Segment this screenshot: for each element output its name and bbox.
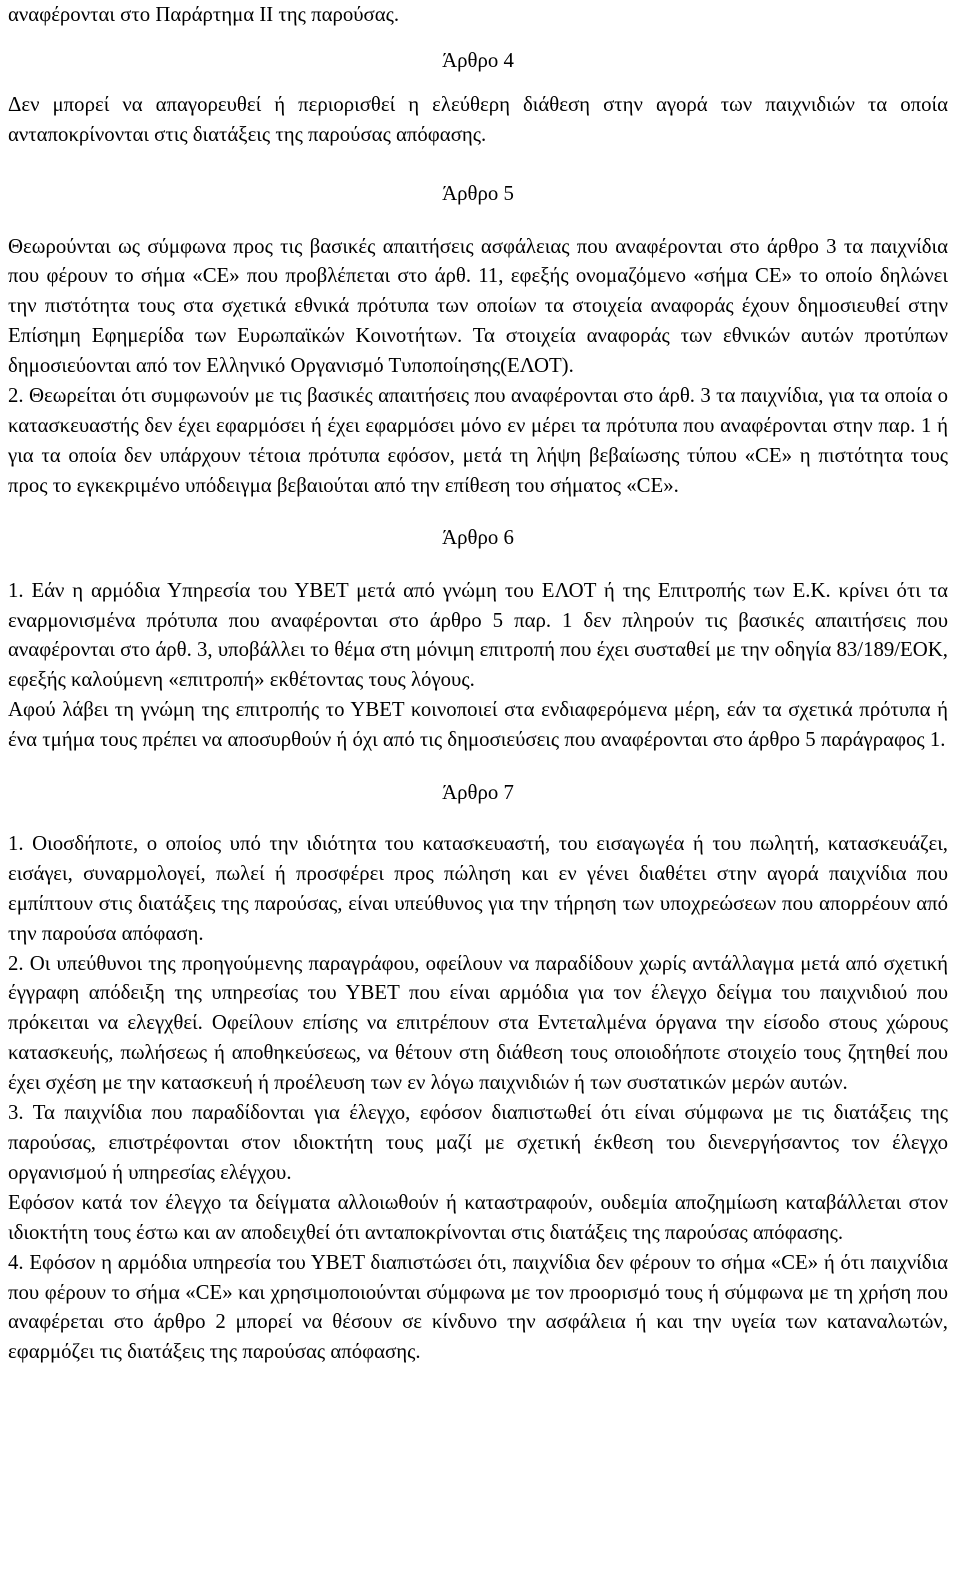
article-4-paragraph-1: Δεν μπορεί να απαγορευθεί ή περιορισθεί η ελεύθερη διάθεση στην αγορά των παιχνιδιών τα οποία ανταποκρίνονται στις διατάξεις της παρούσας απόφασης. bbox=[8, 92, 948, 146]
article-7-paragraph-1: 1. Οιοσδήποτε, ο οποίος υπό την ιδιότητα του κατασκευαστή, του εισαγωγέα ή του πωλητή, κατασκευάζει, εισάγει, συναρμολογεί, πωλεί ή προσφέρει προς πώληση και εν γένει διαθέτει στην αγορά παιχνίδια που εμπίπτουν στις διατάξεις της παρούσας, είναι υπεύθυνος για την τήρηση των υποχρεώσεων που απορρέουν από την παρούσα απόφαση. bbox=[8, 831, 948, 945]
article-7-heading: Άρθρο 7 bbox=[442, 781, 514, 805]
intro-line: αναφέρονται στο Παράρτημα ΙΙ της παρούσας. bbox=[8, 3, 400, 26]
article-4-heading: Άρθρο 4 bbox=[442, 48, 514, 72]
article-7-paragraph-4: Εφόσον κατά τον έλεγχο τα δείγματα αλλοιωθούν ή καταστραφούν, ουδεμία αποζημίωση καταβάλλεται στον ιδιοκτήτη τους έστω και αν αποδειχθεί ότι ανταποκρίνονται στις διατάξεις της παρούσας απόφασης. bbox=[8, 1190, 948, 1244]
article-5-paragraph-2: 2. Θεωρείται ότι συμφωνούν με τις βασικές απαιτήσεις που αναφέρονται στο άρθ. 3 τα παιχνίδια, για τα οποία ο κατασκευαστής δεν έχει εφαρμόσει ή έχει εφαρμόσει μόνο εν μέρει τα πρότυπα που αναφέρονται στην παρ. 1 ή για τα οποία δεν υπάρχουν τέτοια πρότυπα εφόσον, μετά τη λήψη βεβαίωσης τύπου «CE» η πιστότητα τους προς το εγκεκριμένο υπόδειγμα βεβαιούται από την επίθεση του σήματος «CE». bbox=[8, 384, 948, 497]
article-5-heading: Άρθρο 5 bbox=[442, 181, 514, 205]
article-7-paragraph-2: 2. Οι υπεύθυνοι της προηγούμενης παραγράφου, οφείλουν να παραδίδουν χωρίς αντάλλαγμα μετά από σχετική έγγραφη απόδειξη της υπηρεσίας του ΥΒΕΤ που είναι αρμόδια για τον έλεγχο δείγμα του παιχνιδιού που πρόκειται να ελεγχθεί. Οφείλουν επίσης να επιτρέπουν στα Εντεταλμένα όργανα την είσοδο στους χώρους κατασκευής, πωλήσεως ή αποθηκεύσεως, να θέτουν στη διάθεση τους οποιοδήποτε στοιχείο τους ζητηθεί που έχει σχέση με την κατασκευή ή προέλευση των εν λόγω παιχνιδιών ή των συστατικών μερών αυτών. bbox=[8, 951, 948, 1095]
article-6-heading: Άρθρο 6 bbox=[442, 525, 514, 549]
article-6-paragraph-2: Αφού λάβει τη γνώμη της επιτροπής το ΥΒΕΤ κοινοποιεί στα ενδιαφερόμενα μέρη, εάν τα σχετικά πρότυπα ή ένα τμήμα τους πρέπει να αποσυρθούν ή όχι από τις δημοσιεύσεις που αναφέρονται στο άρθρο 5 παράγραφος 1. bbox=[8, 698, 948, 752]
article-7-paragraph-5: 4. Εφόσον η αρμόδια υπηρεσία του ΥΒΕΤ διαπιστώσει ότι, παιχνίδια δεν φέρουν το σήμα «CE» ή ότι παιχνίδια που φέρουν το σήμα «CE» και χρησιμοποιούνται σύμφωνα με τον προορισμό τους ή σύμφωνα με τη χρήση που αναφέρεται στο άρθρο 2 μπορεί να θέσουν σε κίνδυνο την ασφάλεια ή και την υγεία των καταναλωτών, εφαρμόζει τις διατάξεις της παρούσας απόφασης. bbox=[8, 1250, 948, 1364]
article-6-paragraph-1: 1. Εάν η αρμόδια Υπηρεσία του ΥΒΕΤ μετά από γνώμη του ΕΛΟΤ ή της Επιτροπής των Ε.Κ. κρίνει ότι τα εναρμονισμένα πρότυπα που αναφέρονται στο άρθρο 5 παρ. 1 δεν πληρούν τις βασικές απαιτήσεις που αναφέρονται στο άρθ. 3, υποβάλλει το θέμα στη μόνιμη επιτροπή που έχει συσταθεί με την οδηγία 83/189/ΕΟΚ, εφεξής καλούμενη «επιτροπή» εκθέτοντας τους λόγους. bbox=[8, 578, 948, 692]
article-7-paragraph-3: 3. Τα παιχνίδια που παραδίδονται για έλεγχο, εφόσον διαπιστωθεί ότι είναι σύμφωνα με τις διατάξεις της παρούσας, επιστρέφονται στον ιδιοκτήτη τους μαζί με σχετική έκθεση του διενεργήσαντος τον έλεγχο οργανισμού ή υπηρεσίας ελέγχου. bbox=[8, 1101, 948, 1184]
article-5-paragraph-1: Θεωρούνται ως σύμφωνα προς τις βασικές απαιτήσεις ασφάλειας που αναφέρονται στο άρθρο 3 τα παιχνίδια που φέρουν το σήμα «CE» που προβλέπεται στο άρθ. 11, εφεξής ονομαζόμενο «σήμα CE» το οποίο δηλώνει την πιστότητα τους στα σχετικά εθνικά πρότυπα των οποίων τα στοιχεία αναφοράς έχουν δημοσιευθεί στην Επίσημη Εφημερίδα των Ευρωπαϊκών Κοινοτήτων. Τα στοιχεία αναφοράς των εθνικών αυτών προτύπων δημοσιεύονται από τον Ελληνικό Οργανισμό Τυποποίησης(ΕΛΟΤ). bbox=[8, 234, 948, 378]
